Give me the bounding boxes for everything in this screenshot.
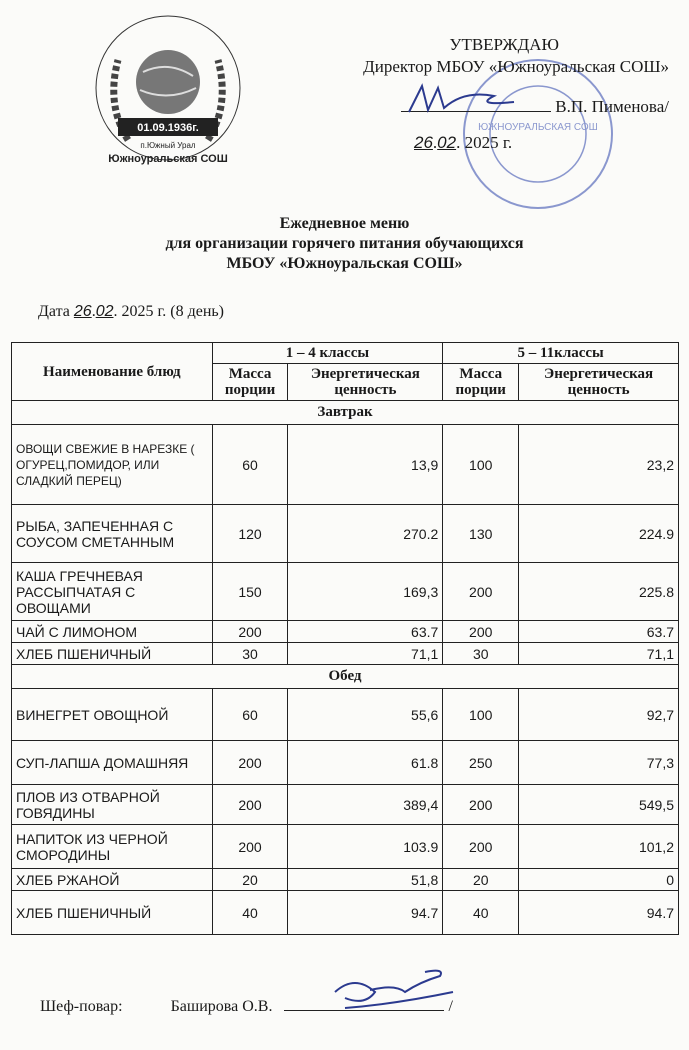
title-line-3: МБОУ «Южноуральская СОШ» xyxy=(226,255,463,272)
energy-5-11: 225.8 xyxy=(519,563,679,621)
menu-body xyxy=(12,401,679,935)
energy-5-11: 77,3 xyxy=(519,741,679,785)
date-label: Дата xyxy=(38,303,70,320)
mass-1-4: 200 xyxy=(212,741,288,785)
title-line-2: для организации горячего питания обучающихся xyxy=(165,235,524,252)
approval-date-day: 26 xyxy=(414,133,433,152)
table-row xyxy=(12,741,679,785)
dish-name: ЧАЙ С ЛИМОНОМ xyxy=(12,621,213,643)
energy-1-4: 55,6 xyxy=(288,689,443,741)
logo-place: п.Южный Урал xyxy=(140,141,196,150)
header-energy-2: Энергетическая ценность xyxy=(519,364,679,401)
energy-1-4: 13,9 xyxy=(288,425,443,505)
energy-1-4: 169,3 xyxy=(288,563,443,621)
dish-name: КАША ГРЕЧНЕВАЯ РАССЫПЧАТАЯ С ОВОЩАМИ xyxy=(12,563,213,621)
table-row xyxy=(12,563,679,621)
date-month: 02 xyxy=(95,303,114,320)
mass-5-11: 200 xyxy=(443,785,519,825)
logo-school: Южноуральская СОШ xyxy=(108,153,228,165)
table-row xyxy=(12,825,679,869)
table-row xyxy=(12,621,679,643)
energy-1-4: 94.7 xyxy=(288,891,443,935)
energy-5-11: 92,7 xyxy=(519,689,679,741)
header-mass-2: Масса порции xyxy=(443,364,519,401)
logo-year: 01.09.1936г. xyxy=(137,122,199,134)
mass-1-4: 200 xyxy=(212,785,288,825)
mass-5-11: 200 xyxy=(443,825,519,869)
header-dish-name: Наименование блюд xyxy=(12,343,213,401)
header-energy-1: Энергетическая ценность xyxy=(288,364,443,401)
energy-5-11: 101,2 xyxy=(519,825,679,869)
dish-name: СУП-ЛАПША ДОМАШНЯЯ xyxy=(12,741,213,785)
energy-5-11: 224.9 xyxy=(519,505,679,563)
energy-1-4: 61.8 xyxy=(288,741,443,785)
dish-name: НАПИТОК ИЗ ЧЕРНОЙ СМОРОДИНЫ xyxy=(12,825,213,869)
table-row xyxy=(12,869,679,891)
energy-1-4: 63.7 xyxy=(288,621,443,643)
approval-heading: УТВЕРЖДАЮ xyxy=(449,35,559,54)
table-row xyxy=(12,689,679,741)
mass-5-11: 250 xyxy=(443,741,519,785)
energy-5-11: 71,1 xyxy=(519,643,679,665)
mass-1-4: 60 xyxy=(212,425,288,505)
mass-5-11: 100 xyxy=(443,689,519,741)
mass-5-11: 100 xyxy=(443,425,519,505)
energy-1-4: 51,8 xyxy=(288,869,443,891)
mass-1-4: 40 xyxy=(212,891,288,935)
date-day: 26 xyxy=(73,303,92,320)
mass-1-4: 60 xyxy=(212,689,288,741)
header-group-1-4: 1 – 4 классы xyxy=(212,343,443,364)
dish-name: ВИНЕГРЕТ ОВОЩНОЙ xyxy=(12,689,213,741)
energy-5-11: 23,2 xyxy=(519,425,679,505)
chef-signature xyxy=(325,962,465,1018)
mass-1-4: 20 xyxy=(212,869,288,891)
mass-5-11: 200 xyxy=(443,621,519,643)
mass-5-11: 20 xyxy=(443,869,519,891)
energy-1-4: 71,1 xyxy=(288,643,443,665)
table-row xyxy=(12,425,679,505)
energy-1-4: 389,4 xyxy=(288,785,443,825)
director-signature xyxy=(404,80,524,120)
dish-name: ХЛЕБ ПШЕНИЧНЫЙ xyxy=(12,643,213,665)
school-logo xyxy=(88,10,248,175)
mass-5-11: 40 xyxy=(443,891,519,935)
section-title: Завтрак xyxy=(12,401,679,425)
mass-1-4: 150 xyxy=(212,563,288,621)
table-row xyxy=(12,505,679,563)
approval-position: Директор МБОУ «Южноуральская СОШ» xyxy=(363,57,669,76)
table-row xyxy=(12,785,679,825)
mass-1-4: 200 xyxy=(212,621,288,643)
section-title: Обед xyxy=(12,665,679,689)
menu-title xyxy=(0,214,689,274)
chef-line-end: / xyxy=(448,998,453,1015)
chef-label: Шеф-повар: xyxy=(40,998,123,1015)
table-row xyxy=(12,891,679,935)
dish-name: ХЛЕБ РЖАНОЙ xyxy=(12,869,213,891)
approval-date: 26.02. 2025 г. xyxy=(414,133,513,152)
dish-name: ПЛОВ ИЗ ОТВАРНОЙ ГОВЯДИНЫ xyxy=(12,785,213,825)
energy-5-11: 63.7 xyxy=(519,621,679,643)
energy-1-4: 270.2 xyxy=(288,505,443,563)
energy-5-11: 549,5 xyxy=(519,785,679,825)
mass-5-11: 130 xyxy=(443,505,519,563)
energy-5-11: 0 xyxy=(519,869,679,891)
mass-5-11: 200 xyxy=(443,563,519,621)
stamp-text: ЮЖНОУРАЛЬСКАЯ СОШ xyxy=(478,122,598,133)
approval-date-year: 2025 г. xyxy=(464,133,513,152)
mass-1-4: 30 xyxy=(212,643,288,665)
approval-name: В.П. Пименова/ xyxy=(555,97,669,116)
mass-5-11: 30 xyxy=(443,643,519,665)
approval-date-month: 02 xyxy=(437,133,457,152)
chef-name: Баширова О.В. xyxy=(170,998,273,1015)
header-group-5-11: 5 – 11классы xyxy=(443,343,679,364)
date-rest: 2025 г. (8 день) xyxy=(121,303,224,320)
mass-1-4: 200 xyxy=(212,825,288,869)
energy-5-11: 94.7 xyxy=(519,891,679,935)
section-row xyxy=(12,401,679,425)
header-mass-1: Масса порции xyxy=(212,364,288,401)
dish-name: РЫБА, ЗАПЕЧЕННАЯ С СОУСОМ СМЕТАННЫМ xyxy=(12,505,213,563)
dish-name: ОВОЩИ СВЕЖИЕ В НАРЕЗКЕ ( ОГУРЕЦ,ПОМИДОР, ИЛИ СЛАДКИЙ ПЕРЕЦ) xyxy=(12,425,213,505)
dish-name: ХЛЕБ ПШЕНИЧНЫЙ xyxy=(12,891,213,935)
menu-table xyxy=(11,342,679,935)
table-row xyxy=(12,643,679,665)
title-line-1: Ежедневное меню xyxy=(279,215,410,232)
energy-1-4: 103.9 xyxy=(288,825,443,869)
mass-1-4: 120 xyxy=(212,505,288,563)
section-row xyxy=(12,665,679,689)
menu-date: Дата 26.02. 2025 г. (8 день) xyxy=(38,303,224,320)
